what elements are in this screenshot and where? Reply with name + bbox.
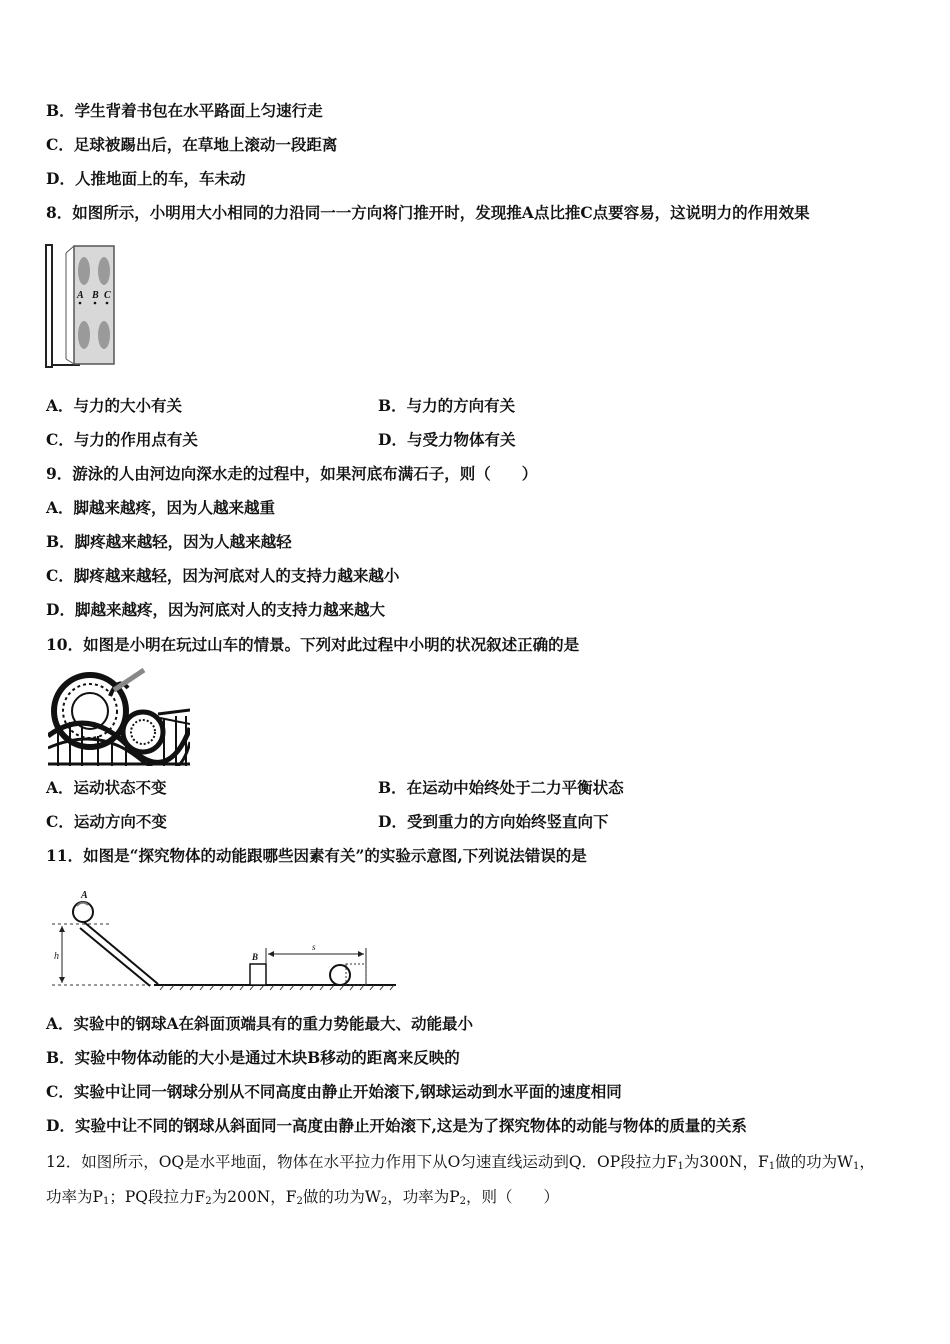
q10-option-d: D．受到重力的方向始终竖直向下 <box>378 812 609 831</box>
q7-option-d: D．人推地面上的车，车未动 <box>46 169 246 188</box>
q11-option-b: B．实验中物体动能的大小是通过木块B移动的距离来反映的 <box>46 1048 460 1067</box>
q8-option-c: C．与力的作用点有关 <box>46 430 198 449</box>
distance-label: s <box>312 942 316 952</box>
roller-coaster-figure <box>48 666 190 766</box>
q11-stem: 11．如图是“探究物体的动能跟哪些因素有关”的实验示意图,下列说法错误的是 <box>46 846 587 865</box>
q7-option-b: B．学生背着书包在水平路面上匀速行走 <box>46 101 323 120</box>
block-label: B <box>252 952 259 962</box>
q10-option-c: C．运动方向不变 <box>46 812 167 831</box>
height-label: h <box>54 951 59 962</box>
q11-option-d: D．实验中让不同的钢球从斜面同一高度由静止开始滚下,这是为了探究物体的动能与物体的质量的关系 <box>46 1116 747 1135</box>
q9-option-c: C．脚疼越来越轻，因为河底对人的支持力越来越小 <box>46 566 400 585</box>
q10-option-a: A．运动状态不变 <box>46 778 167 797</box>
q10-option-b: B．在运动中始终处于二力平衡状态 <box>378 778 624 797</box>
q12-stem-line1: 12．如图所示，OQ是水平地面，物体在水平拉力作用下从O匀速直线运动到Q．OP段拉力$F_1$为300N，$F_1$做的功为$W_1$， <box>46 1153 875 1172</box>
q8-option-b: B．与力的方向有关 <box>378 396 516 415</box>
q9-stem: 9．游泳的人由河边向深水走的过程中，如果河底布满石子，则（ ） <box>46 464 538 483</box>
q12-stem-line2: 功率为$P_1$；PQ段拉力$F_2$为200N，$F_2$做的功为$W_2$，功率为$P_2$，则（ ） <box>46 1188 560 1207</box>
q11-option-c: C．实验中让同一钢球分别从不同高度由静止开始滚下,钢球运动到水平面的速度相同 <box>46 1082 622 1101</box>
door-figure <box>44 243 124 371</box>
kinetic-energy-experiment-figure <box>44 884 404 996</box>
q8-option-d: D．与受力物体有关 <box>378 430 516 449</box>
q9-option-b: B．脚疼越来越轻，因为人越来越轻 <box>46 532 292 551</box>
q9-option-d: D．脚越来越疼，因为河底对人的支持力越来越大 <box>46 600 385 619</box>
q9-option-a: A．脚越来越疼，因为人越来越重 <box>46 498 276 517</box>
q8-option-a: A．与力的大小有关 <box>46 396 183 415</box>
q11-option-a: A．实验中的钢球A在斜面顶端具有的重力势能最大、动能最小 <box>46 1014 474 1033</box>
door-label-c: C <box>104 290 111 301</box>
door-label-a: A <box>77 290 84 301</box>
q7-option-c: C．足球被踢出后，在草地上滚动一段距离 <box>46 135 338 154</box>
ball-label: A <box>81 890 88 901</box>
door-label-b: B <box>92 290 99 301</box>
q10-stem: 10．如图是小明在玩过山车的情景。下列对此过程中小明的状况叙述正确的是 <box>46 635 580 654</box>
q8-stem: 8．如图所示，小明用大小相同的力沿同一一方向将门推开时，发现推A点比推C点要容易，这说明力的作用效果 <box>46 203 810 222</box>
